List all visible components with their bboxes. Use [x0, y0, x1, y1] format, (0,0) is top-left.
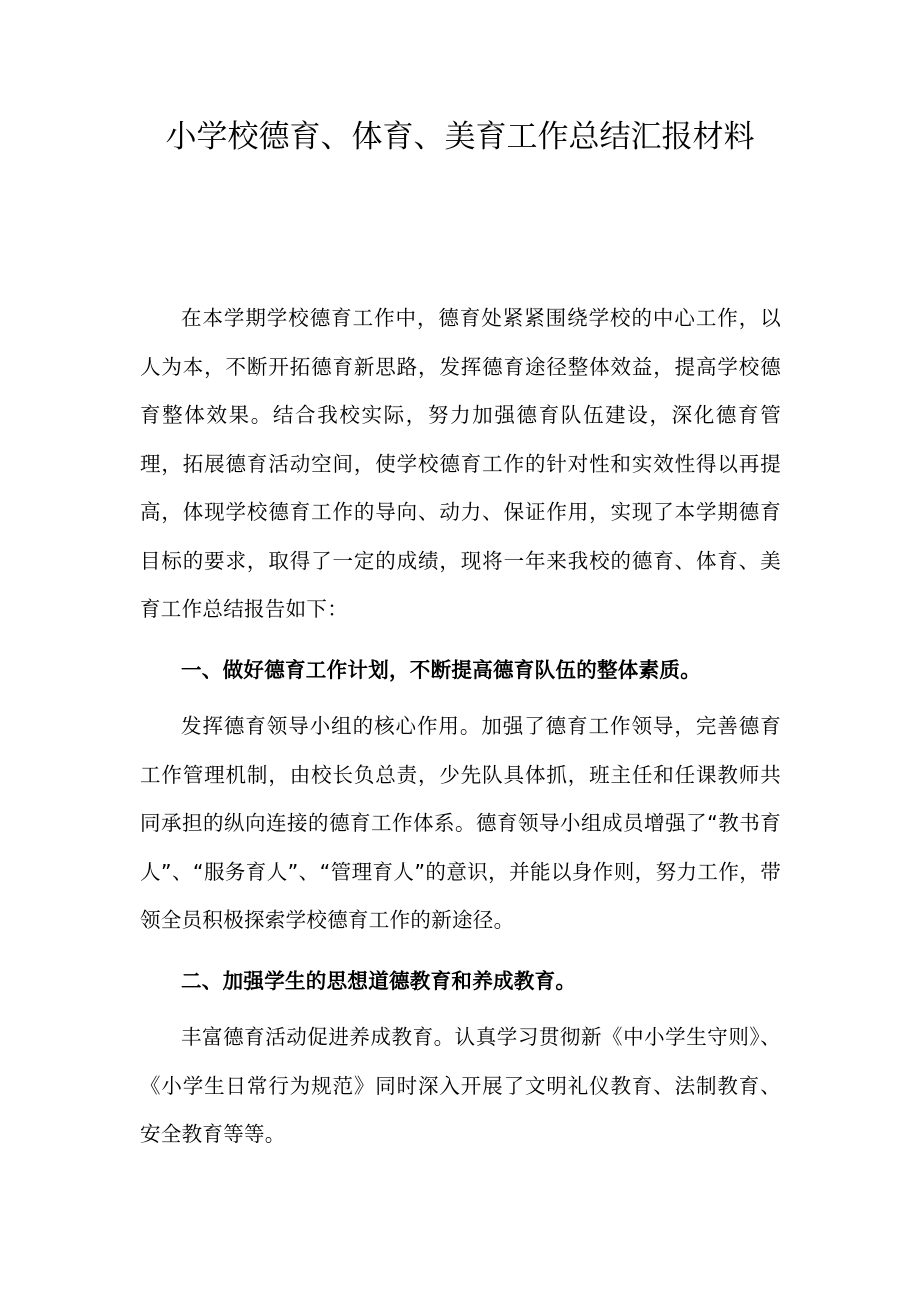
- section-heading-1: 一、做好德育工作计划，不断提高德育队伍的整体素质。: [181, 658, 701, 682]
- document-title: 小学校德育、体育、美育工作总结汇报材料: [165, 119, 755, 155]
- intro-paragraph: 在本学期学校德育工作中，德育处紧紧围绕学校的中心工作，以人为本，不断开拓德育新思路，发挥德育途径整体效益，提高学校德育整体效果。结合我校实际，努力加强德育队伍建设，深化德育管理，拓展德育活动空间，使学校德育工作的针对性和实效性得以再提高，体现学校德育工作的导向、动力、保证作用，实现了本学期德育目标的要求，取得了一定的成绩，现将一年来我校的德育、体育、美育工作总结报告如下：: [140, 306, 781, 621]
- section-heading-2: 二、加强学生的思想道德教育和养成教育。: [181, 969, 577, 993]
- section-2-paragraph: 丰富德育活动促进养成教育。认真学习贯彻新《中小学生守则》、《小学生日常行为规范》同时深入开展了文明礼仪教育、法制教育、安全教育等等。: [140, 1025, 781, 1146]
- section-1-paragraph: 发挥德育领导小组的核心作用。加强了德育工作领导，完善德育工作管理机制，由校长负总责，少先队具体抓，班主任和任课教师共同承担的纵向连接的德育工作体系。德育领导小组成员增强了“教书育人”、“服务育人”、“管理育人”的意识，并能以身作则，努力工作，带领全员积极探索学校德育工作的新途径。: [140, 714, 781, 932]
